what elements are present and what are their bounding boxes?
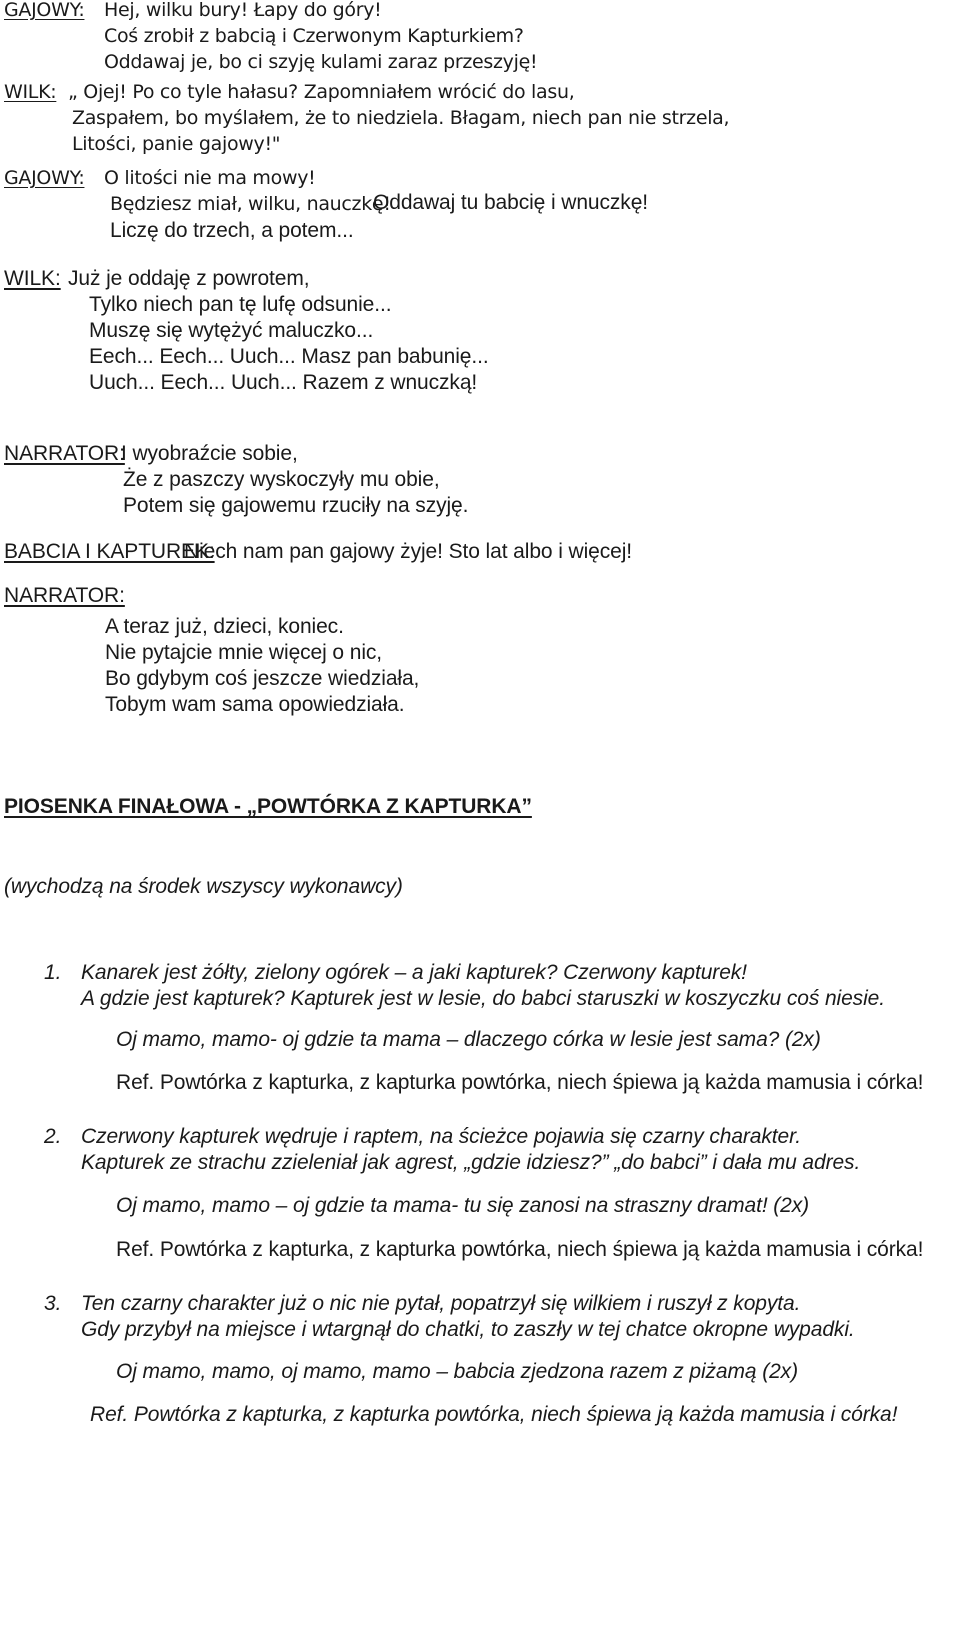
dialogue-line: Potem się gajowemu rzuciły na szyję.: [123, 494, 469, 517]
speaker-label: NARRATOR:: [4, 442, 125, 465]
verse-refrain: Ref. Powtórka z kapturka, z kapturka powtórka, niech śpiewa ją każda mamusia i córka!: [116, 1238, 924, 1261]
verse-refrain: Ref. Powtórka z kapturka, z kapturka powtórka, niech śpiewa ją każda mamusia i córka!: [90, 1403, 898, 1426]
verse-chorus: Oj mamo, mamo- oj gdzie ta mama – dlaczego córka w lesie jest sama? (2x): [116, 1028, 821, 1051]
speaker-label: GAJOWY:: [4, 167, 85, 189]
verse-line: A gdzie jest kapturek? Kapturek jest w lesie, do babci staruszki w koszyczku coś niesie.: [81, 987, 885, 1010]
verse-number: 3.: [44, 1292, 62, 1315]
verse-line: Kapturek ze strachu zzieleniał jak agrest, „gdzie idziesz?” „do babci” i dała mu adres.: [81, 1151, 861, 1174]
verse-number: 2.: [44, 1125, 62, 1148]
speaker-label: WILK:: [4, 267, 61, 290]
dialogue-line: Muszę się wytężyć maluczko...: [89, 319, 374, 342]
dialogue-line: Tylko niech pan tę lufę odsunie...: [89, 293, 392, 316]
verse-refrain: Ref. Powtórka z kapturka, z kapturka powtórka, niech śpiewa ją każda mamusia i córka!: [116, 1071, 924, 1094]
dialogue-line: Hej, wilku bury! Łapy do góry!: [104, 0, 382, 21]
dialogue-line: Coś zrobił z babcią i Czerwonym Kapturkiem?: [104, 25, 524, 47]
dialogue-line: Liczę do trzech, a potem...: [110, 219, 354, 242]
speaker-label: NARRATOR:: [4, 584, 125, 607]
dialogue-line: A teraz już, dzieci, koniec.: [105, 615, 344, 638]
verse-number: 1.: [44, 961, 62, 984]
dialogue-line: Tobym wam sama opowiedziała.: [105, 693, 405, 716]
dialogue-line: „ Ojej! Po co tyle hałasu? Zapomniałem wrócić do lasu,: [68, 81, 575, 103]
dialogue-line: I wyobraźcie sobie,: [121, 442, 298, 465]
dialogue-line: Eech... Eech... Uuch... Masz pan babunię...: [89, 345, 489, 368]
dialogue-line: Bo gdybym coś jeszcze wiedziała,: [105, 667, 420, 690]
verse-line: Gdy przybył na miejsce i wtargnął do chatki, to zaszły w tej chatce okropne wypadki.: [81, 1318, 855, 1341]
dialogue-line: Litości, panie gajowy!": [72, 133, 281, 155]
dialogue-line: Już je oddaję z powrotem,: [68, 267, 310, 290]
dialogue-line: Że z paszczy wyskoczyły mu obie,: [123, 468, 440, 491]
speaker-label: WILK:: [4, 81, 57, 103]
dialogue-line: O litości nie ma mowy!: [104, 167, 316, 189]
dialogue-line: Zaspałem, bo myślałem, że to niedziela. Błagam, niech pan nie strzela,: [72, 107, 730, 129]
dialogue-line: Uuch... Eech... Uuch... Razem z wnuczką!: [89, 371, 478, 394]
verse-line: Kanarek jest żółty, zielony ogórek – a jaki kapturek? Czerwony kapturek!: [81, 961, 747, 984]
song-title: PIOSENKA FINAŁOWA - „POWTÓRKA Z KAPTURKA”: [4, 795, 532, 818]
dialogue-line: Oddawaj tu babcię i wnuczkę!: [373, 191, 649, 214]
verse-line: Czerwony kapturek wędruje i raptem, na ścieżce pojawia się czarny charakter.: [81, 1125, 801, 1148]
dialogue-line: Nie pytajcie mnie więcej o nic,: [105, 641, 383, 664]
verse-chorus: Oj mamo, mamo – oj gdzie ta mama- tu się zanosi na straszny dramat! (2x): [116, 1194, 810, 1217]
speaker-label: BABCIA I KAPTUREK:: [4, 540, 215, 563]
verse-chorus: Oj mamo, mamo, oj mamo, mamo – babcia zjedzona razem z piżamą (2x): [116, 1360, 798, 1383]
dialogue-line: Niech nam pan gajowy żyje! Sto lat albo i więcej!: [184, 540, 632, 563]
dialogue-line: Będziesz miał, wilku, nauczkę!: [110, 193, 391, 215]
speaker-label: GAJOWY:: [4, 0, 85, 21]
stage-direction: (wychodzą na środek wszyscy wykonawcy): [4, 875, 403, 898]
verse-line: Ten czarny charakter już o nic nie pytał, popatrzył się wilkiem i ruszył z kopyta.: [81, 1292, 801, 1315]
dialogue-line: Oddawaj je, bo ci szyję kulami zaraz przeszyję!: [104, 51, 538, 73]
